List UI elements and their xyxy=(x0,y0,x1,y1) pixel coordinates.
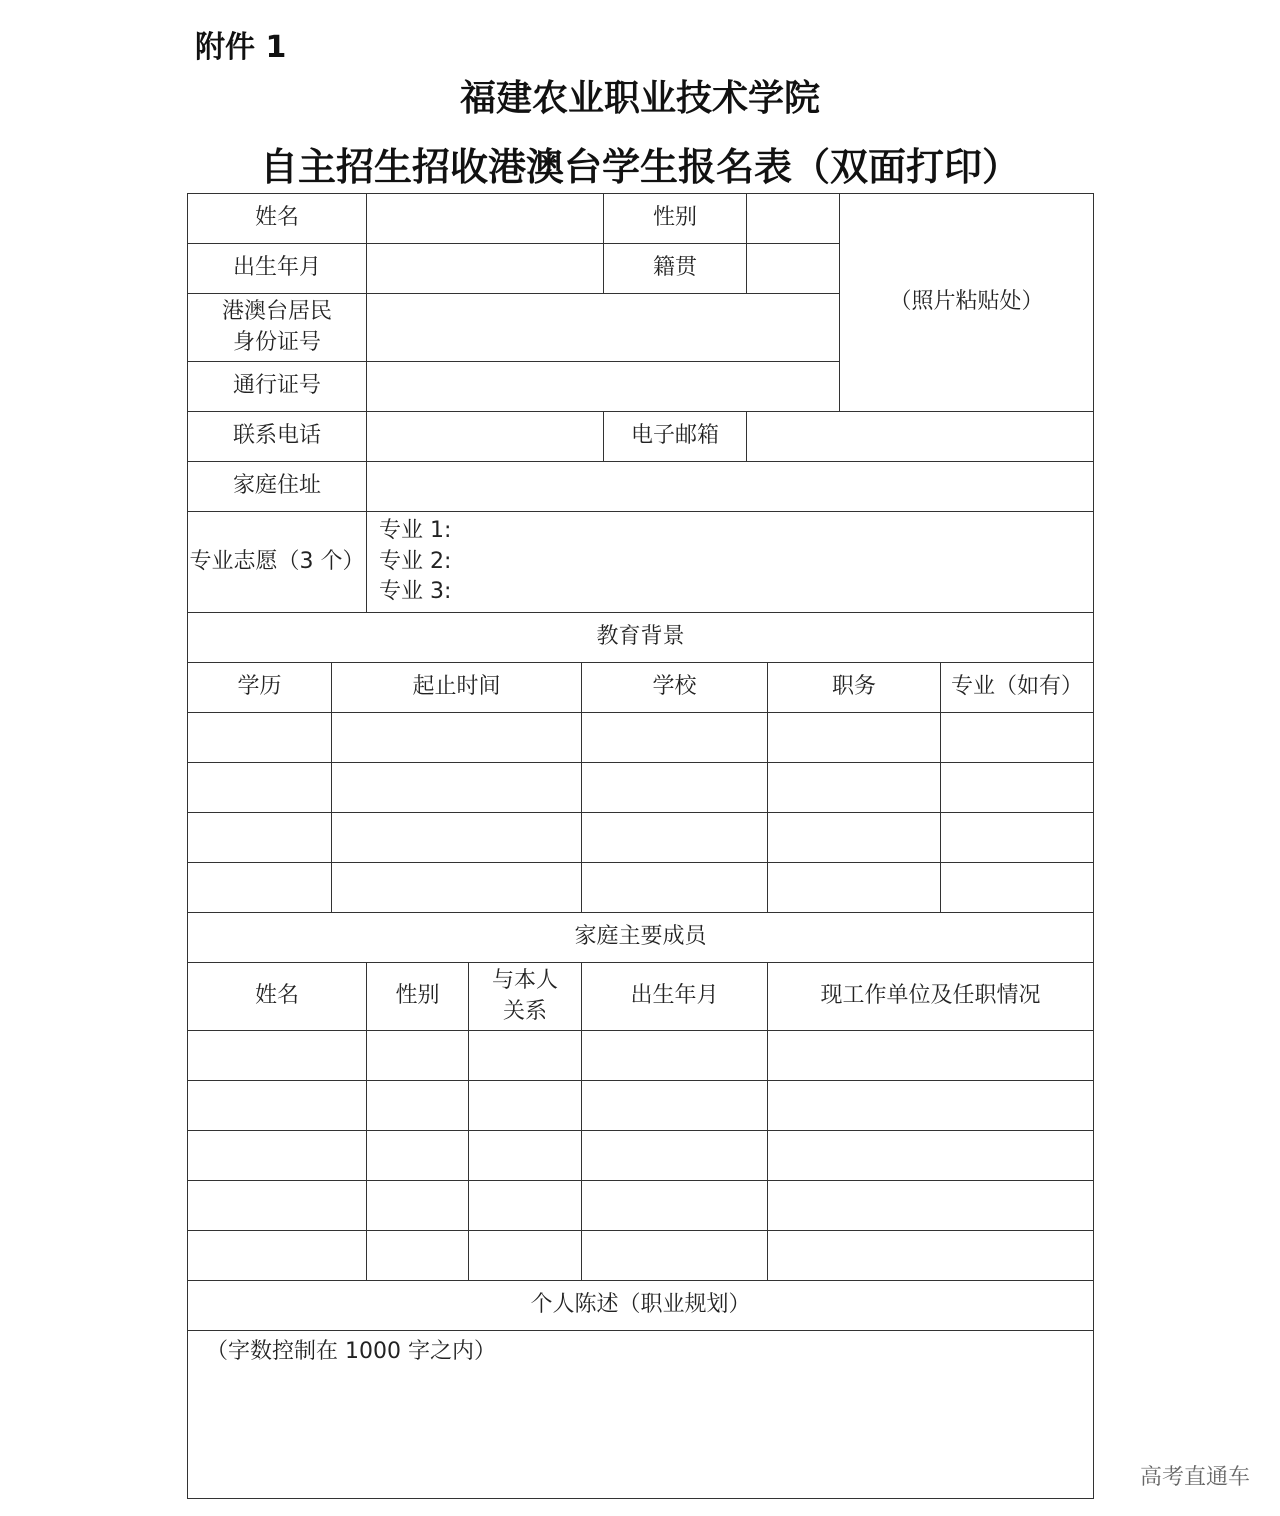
family-cell[interactable] xyxy=(469,1131,582,1181)
input-birth[interactable] xyxy=(367,244,604,294)
table-row xyxy=(188,1231,1094,1281)
input-native-place[interactable] xyxy=(747,244,840,294)
watermark: 高考直通车 xyxy=(1139,1465,1250,1490)
family-cell[interactable] xyxy=(768,1181,1094,1231)
input-email[interactable] xyxy=(747,412,1094,462)
family-cell[interactable] xyxy=(768,1131,1094,1181)
label-name: 姓名 xyxy=(188,194,367,244)
family-cell[interactable] xyxy=(768,1231,1094,1281)
family-cell[interactable] xyxy=(469,1031,582,1081)
family-cell[interactable] xyxy=(582,1081,768,1131)
input-address[interactable] xyxy=(367,462,1094,512)
input-gender[interactable] xyxy=(747,194,840,244)
edu-cell[interactable] xyxy=(188,713,332,763)
label-gender: 性别 xyxy=(604,194,747,244)
edu-cell[interactable] xyxy=(582,763,768,813)
input-permit[interactable] xyxy=(367,362,840,412)
table-row xyxy=(188,713,1094,763)
label-email: 电子邮箱 xyxy=(604,412,747,462)
attachment-label: 附件 1 xyxy=(195,30,287,65)
edu-cell[interactable] xyxy=(582,863,768,913)
family-cell[interactable] xyxy=(469,1181,582,1231)
family-cell[interactable] xyxy=(367,1081,469,1131)
edu-cell[interactable] xyxy=(188,763,332,813)
table-row xyxy=(188,1081,1094,1131)
education-section-title: 教育背景 xyxy=(188,613,1094,663)
edu-cell[interactable] xyxy=(582,813,768,863)
label-permit: 通行证号 xyxy=(188,362,367,412)
edu-col-degree: 学历 xyxy=(188,663,332,713)
family-cell[interactable] xyxy=(367,1231,469,1281)
table-row xyxy=(188,863,1094,913)
edu-col-period: 起止时间 xyxy=(332,663,582,713)
label-id-line1: 港澳台居民 xyxy=(222,298,333,324)
family-cell[interactable] xyxy=(188,1031,367,1081)
table-row xyxy=(188,1181,1094,1231)
edu-cell[interactable] xyxy=(768,863,941,913)
label-id-number xyxy=(188,294,367,362)
family-cell[interactable] xyxy=(188,1131,367,1181)
edu-cell[interactable] xyxy=(332,763,582,813)
family-cell[interactable] xyxy=(469,1231,582,1281)
family-col-relation-line1: 与本人 xyxy=(492,967,559,993)
family-section-title: 家庭主要成员 xyxy=(188,913,1094,963)
edu-cell[interactable] xyxy=(188,813,332,863)
edu-cell[interactable] xyxy=(188,863,332,913)
edu-cell[interactable] xyxy=(941,863,1094,913)
label-native-place: 籍贯 xyxy=(604,244,747,294)
label-phone: 联系电话 xyxy=(188,412,367,462)
major-choices[interactable] xyxy=(367,512,1094,613)
label-id-line2: 身份证号 xyxy=(233,329,322,355)
family-col-work: 现工作单位及任职情况 xyxy=(768,963,1094,1031)
statement-note: （字数控制在 1000 字之内） xyxy=(206,1339,496,1364)
family-cell[interactable] xyxy=(188,1181,367,1231)
edu-col-school: 学校 xyxy=(582,663,768,713)
photo-area: （照片粘贴处） xyxy=(840,194,1094,412)
registration-form xyxy=(187,193,1094,1499)
edu-cell[interactable] xyxy=(941,813,1094,863)
family-col-gender: 性别 xyxy=(367,963,469,1031)
family-col-relation xyxy=(469,963,582,1031)
family-cell[interactable] xyxy=(367,1131,469,1181)
page-title: 福建农业职业技术学院 xyxy=(459,78,820,119)
family-col-birth: 出生年月 xyxy=(582,963,768,1031)
input-phone[interactable] xyxy=(367,412,604,462)
table-row xyxy=(188,1031,1094,1081)
table-row xyxy=(188,813,1094,863)
statement-area[interactable] xyxy=(188,1331,1094,1499)
edu-cell[interactable] xyxy=(768,763,941,813)
family-cell[interactable] xyxy=(188,1231,367,1281)
family-cell[interactable] xyxy=(768,1081,1094,1131)
family-cell[interactable] xyxy=(582,1131,768,1181)
statement-section-title: 个人陈述（职业规划） xyxy=(188,1281,1094,1331)
family-cell[interactable] xyxy=(582,1031,768,1081)
edu-col-position: 职务 xyxy=(768,663,941,713)
major-choice-3: 专业 3: xyxy=(379,579,452,605)
edu-cell[interactable] xyxy=(941,763,1094,813)
edu-cell[interactable] xyxy=(582,713,768,763)
input-id-number[interactable] xyxy=(367,294,840,362)
family-col-name: 姓名 xyxy=(188,963,367,1031)
family-col-relation-line2: 关系 xyxy=(503,998,548,1024)
major-choice-2: 专业 2: xyxy=(379,548,452,574)
edu-cell[interactable] xyxy=(768,713,941,763)
label-birth: 出生年月 xyxy=(188,244,367,294)
page-subtitle: 自主招生招收港澳台学生报名表（双面打印） xyxy=(259,145,1020,189)
edu-col-major: 专业（如有） xyxy=(941,663,1094,713)
edu-cell[interactable] xyxy=(332,813,582,863)
major-choice-1: 专业 1: xyxy=(379,517,452,543)
family-cell[interactable] xyxy=(582,1181,768,1231)
label-address: 家庭住址 xyxy=(188,462,367,512)
family-cell[interactable] xyxy=(367,1031,469,1081)
edu-cell[interactable] xyxy=(332,863,582,913)
table-row xyxy=(188,1131,1094,1181)
edu-cell[interactable] xyxy=(332,713,582,763)
family-cell[interactable] xyxy=(768,1031,1094,1081)
table-row xyxy=(188,763,1094,813)
label-major-choice: 专业志愿（3 个） xyxy=(188,512,367,613)
family-cell[interactable] xyxy=(469,1081,582,1131)
family-cell[interactable] xyxy=(367,1181,469,1231)
input-name[interactable] xyxy=(367,194,604,244)
edu-cell[interactable] xyxy=(941,713,1094,763)
edu-cell[interactable] xyxy=(768,813,941,863)
family-cell[interactable] xyxy=(582,1231,768,1281)
family-cell[interactable] xyxy=(188,1081,367,1131)
